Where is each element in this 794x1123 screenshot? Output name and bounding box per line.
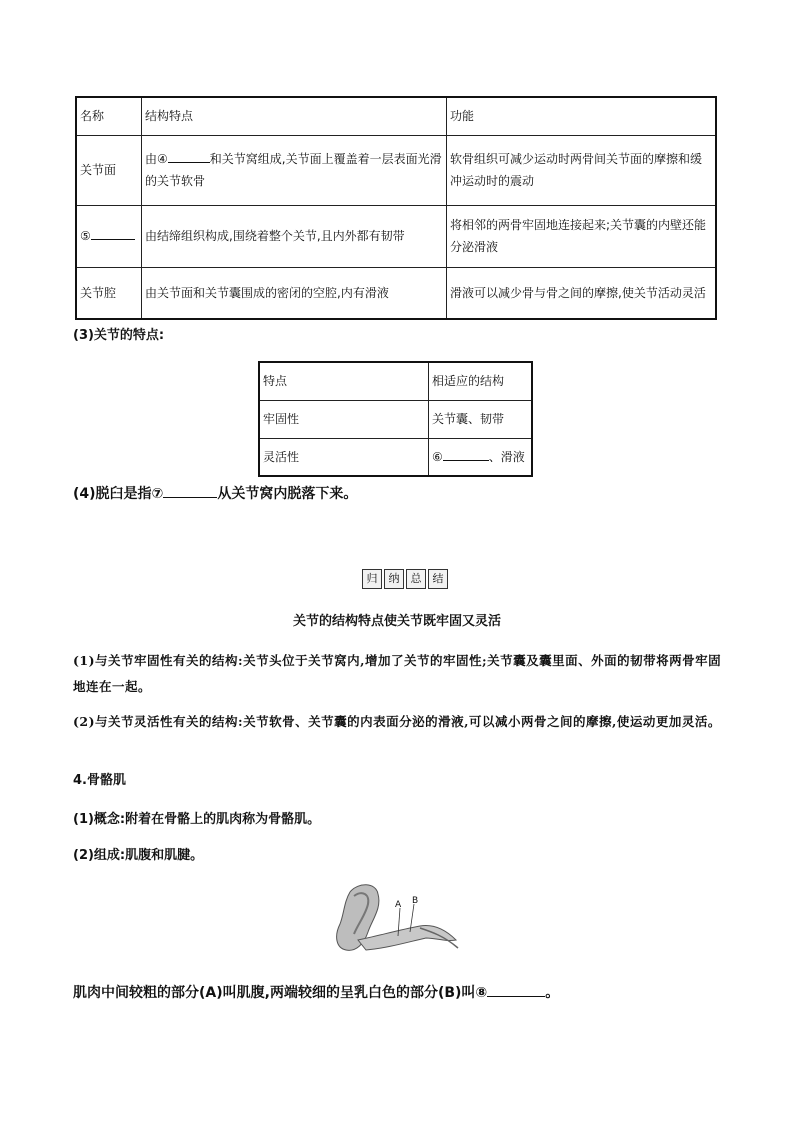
row-structure: ⑥ 、滑液 [429,438,533,476]
badge-char: 结 [428,569,448,589]
row-feature: 牢固性 [259,400,429,438]
composition-line: (2)组成:肌腹和肌腱。 [73,848,204,863]
label-a: A [395,900,402,910]
summary-point-1: (1)与关节牢固性有关的结构:关节头位于关节窝内,增加了关节的牢固性;关节囊及囊里面、外面的韧带将两骨牢固地连在一起。 [73,653,722,694]
summary-badge [362,569,448,589]
row-feature: 灵活性 [259,438,429,476]
badge-char: 总 [406,569,426,589]
row-name: 关节腔 [76,267,142,319]
joint-structure-table [75,96,717,320]
badge-char: 归 [362,569,382,589]
blank-5 [91,239,135,240]
header-structure: 结构特点 [142,97,447,135]
muscle-illustration [328,880,468,960]
row-structure: 关节囊、韧带 [429,400,533,438]
section-title: 4.骨骼肌 [73,773,126,788]
blank-6 [443,460,489,461]
table-row [259,400,532,438]
label-b: B [412,896,419,906]
summary-point-2: (2)与关节灵活性有关的结构:关节软骨、关节囊的内表面分泌的滑液,可以减小两骨之间的摩擦,使运动更加灵活。 [73,714,721,729]
row-function: 将相邻的两骨牢固地连接起来;关节囊的内壁还能分泌滑液 [447,205,717,267]
row-structure: 由关节面和关节囊围成的密闭的空腔,内有滑液 [142,267,447,319]
blank-8 [487,996,545,997]
last-line: 肌肉中间较粗的部分(A)叫肌腹,两端较细的呈乳白色的部分(B)叫⑧ 。 [73,985,560,1001]
badge-char: 纳 [384,569,404,589]
table-row [76,135,716,205]
table-row [259,438,532,476]
summary-title: 关节的结构特点使关节既牢固又灵活 [292,614,501,629]
concept-line: (1)概念:附着在骨骼上的肌肉称为骨骼肌。 [73,812,321,827]
header-function: 功能 [447,97,717,135]
joint-feature-table [258,361,533,477]
blank-7 [163,497,217,498]
q4-line: (4)脱臼是指⑦ 从关节窝内脱落下来。 [73,486,358,502]
row-function: 滑液可以减少骨与骨之间的摩擦,使关节活动灵活 [447,267,717,319]
header-name: 名称 [76,97,142,135]
row-name: ⑤ [76,205,142,267]
row-function: 软骨组织可减少运动时两骨间关节面的摩擦和缓冲运动时的震动 [447,135,717,205]
header-matching: 相适应的结构 [429,362,533,400]
table-row [76,267,716,319]
row-name: 关节面 [76,135,142,205]
header-feature: 特点 [259,362,429,400]
row-structure: 由④ 和关节窝组成,关节面上覆盖着一层表面光滑的关节软骨 [142,135,447,205]
blank-4 [168,162,210,163]
q3-label: (3)关节的特点: [73,328,165,343]
row-structure: 由结缔组织构成,围绕着整个关节,且内外都有韧带 [142,205,447,267]
table-row [76,205,716,267]
